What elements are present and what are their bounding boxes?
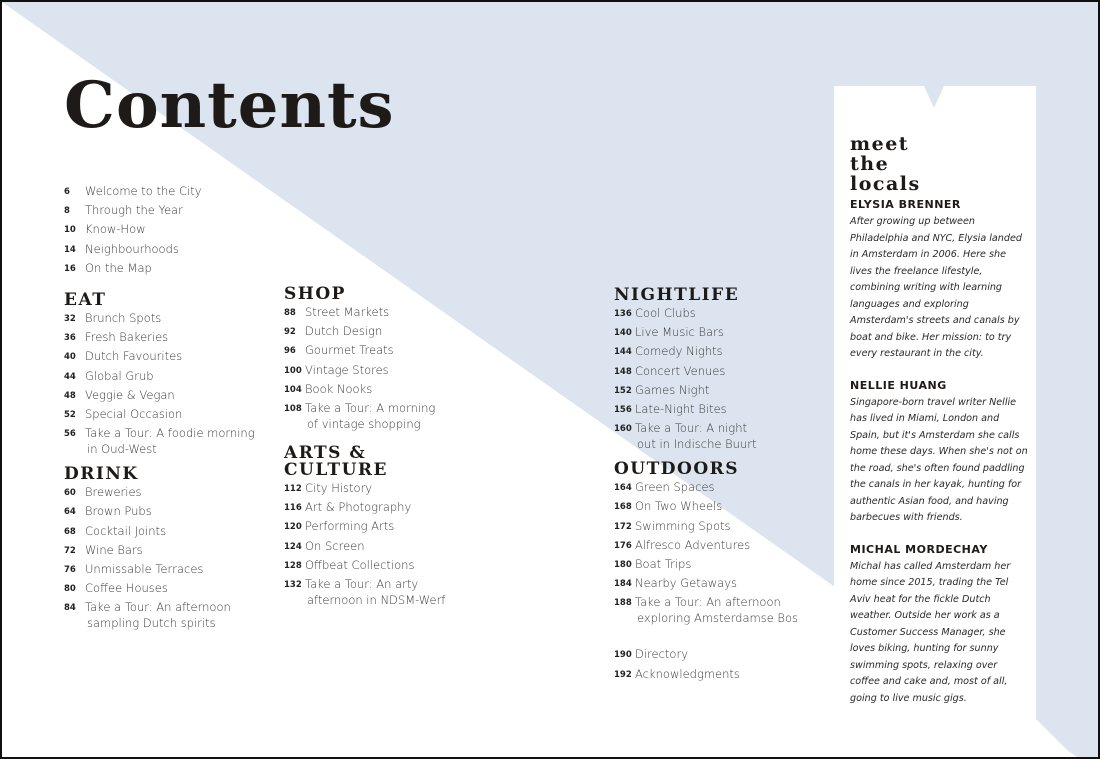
section-arts-culture [284,445,504,607]
list-item[interactable] [284,341,504,360]
list-item[interactable] [64,309,264,328]
entry-label-cont: sampling Dutch spirits [87,616,216,631]
page-number: 104 [284,384,302,395]
section-heading: EAT [64,290,107,311]
list-item[interactable] [64,579,264,598]
list-item[interactable] [64,541,264,560]
page-number: 124 [284,541,302,552]
entry-label: Swimming Spots [635,518,731,533]
list-item[interactable] [64,560,264,579]
list-item[interactable] [614,342,824,361]
entry-label: City History [305,481,373,496]
back-matter [614,645,824,683]
page-number: 190 [614,650,632,661]
page-number: 100 [284,365,302,376]
list-item[interactable] [614,323,824,342]
page-number: 112 [284,484,302,495]
page-number: 60 [64,488,76,499]
list-item[interactable] [64,201,264,220]
entry-label: Vintage Stores [305,362,389,377]
page-number: 136 [614,309,632,319]
page-number: 116 [284,503,302,514]
list-item[interactable] [64,240,264,259]
entry-label: Alfresco Adventures [635,537,751,552]
entry-label: Boat Trips [635,557,692,572]
entry-label: Dutch Design [305,324,383,339]
page-number: 64 [64,507,76,518]
list-item[interactable] [64,367,264,386]
entry-label: Global Grub [85,368,154,383]
list-item[interactable] [284,399,504,431]
entry-label: Wine Bars [85,542,143,557]
list-item[interactable] [284,361,504,380]
section-eat [64,292,264,456]
entry-label: Green Spaces [635,480,715,495]
list-item[interactable] [64,386,264,405]
column-1 [64,182,264,630]
entry-label: Art & Photography [305,500,412,515]
entry-label-cont: exploring Amsterdamse Bos [637,611,798,626]
list-item[interactable] [64,598,264,630]
page-number: 10 [64,225,76,236]
page-number: 168 [614,502,632,513]
section-outdoors [614,461,824,625]
local-name: MICHAL MORDECHAY [850,542,988,556]
page-number: 184 [614,579,632,590]
list-item[interactable] [614,419,824,451]
section-nightlife [614,287,824,451]
page-number: 132 [284,580,302,591]
local-name: ELYSIA BRENNER [850,198,961,211]
entry-label: Take a Tour: An afternoon [635,595,781,610]
entry-label: Games Night [635,382,710,397]
entry-label: On the Map [85,260,152,275]
entry-label: Cocktail Joints [85,523,167,538]
page-number: 88 [284,308,296,318]
page-number: 128 [284,560,302,571]
page-number: 76 [64,565,76,576]
locals-heading [850,134,1028,194]
section-heading [284,445,504,479]
heading-line: the [850,153,890,175]
list-item[interactable] [614,381,824,400]
list-item[interactable] [284,517,504,536]
entry-label: Breweries [85,485,142,500]
entry-label-cont: of vintage shopping [307,417,421,432]
local-name: NELLIE HUANG [850,378,947,392]
entry-label: Neighbourhoods [85,241,179,256]
entry-label: Nearby Getaways [635,576,738,591]
page-number: 144 [614,347,632,358]
page-number: 156 [614,405,632,416]
page-number: 84 [64,603,76,614]
entry-label: Late-Night Bites [635,402,727,417]
entry-label: Brown Pubs [85,504,152,519]
heading-line: meet [850,133,910,155]
entry-label: Unmissable Terraces [85,562,204,577]
entry-label: Dutch Favourites [85,349,183,364]
list-item[interactable] [614,645,824,664]
section-drink [64,466,264,630]
heading-line: CULTURE [284,460,388,481]
page-number: 32 [64,314,76,325]
meet-the-locals [834,86,1036,704]
entry-label: Fresh Bakeries [85,330,169,345]
list-item[interactable] [614,400,824,419]
column-2 [284,286,504,607]
list-item[interactable] [284,575,504,607]
list-item[interactable] [284,479,504,498]
entry-label: On Two Wheels [635,499,723,514]
list-item[interactable] [284,498,504,517]
page-number: 68 [64,526,76,537]
list-item[interactable] [64,502,264,521]
entry-label: Brunch Spots [85,311,162,326]
intro-list [64,182,264,278]
page-number: 180 [614,560,632,571]
column-3 [614,287,824,684]
list-item[interactable] [64,182,264,201]
section-heading: DRINK [64,464,139,485]
page-number: 72 [64,545,76,556]
local-bio: Singapore-born travel writer Nellie has lived in Miami, London and Spain, but it's Amsterdam she calls home these days. When she's not on the road, she's often found paddling the canals in her kayak, hunting for authentic Asian food, and having barbecues with friends. [850,396,1028,523]
list-item[interactable] [64,424,264,456]
local-bio: After growing up between Philadelphia and NYC, Elysia landed in Amsterdam in 2006. Here she lives the freelance lifestyle, combining writing with learning languages and exploring Amsterdam's streets and canals by boat and bike. Her mission: to try every restaurant in the city. [850,216,1022,359]
list-item[interactable] [64,522,264,541]
page-number: 80 [64,584,76,595]
page-number: 36 [64,333,76,344]
page-number: 140 [614,328,632,339]
entry-label: On Screen [305,538,365,553]
entry-label-cont: in Oud-West [87,442,157,457]
heading-line: locals [850,173,921,195]
entry-label: Comedy Nights [635,344,723,359]
local-bio: Michal has called Amsterdam her home since 2015, trading the Tel Aviv heat for the fickle Dutch weather. Outside her work as a Customer Success Manager, she loves biking, hunting for sunny swimming spots, relaxing over coffee and cake and, most of all, going to live music gigs. [850,560,1011,704]
list-item[interactable] [614,497,824,516]
entry-label: Concert Venues [635,363,726,378]
page-number: 164 [614,483,632,494]
list-item[interactable] [64,347,264,366]
locals-content [850,134,1028,723]
entry-label: Street Markets [305,305,390,319]
section-heading: OUTDOORS [614,459,740,480]
list-item[interactable] [64,483,264,502]
page-number: 14 [64,244,76,255]
list-item[interactable] [64,405,264,424]
entry-label: Through the Year [85,203,183,218]
page-number: 16 [64,263,76,274]
page-number: 6 [64,187,70,197]
entry-label: Veggie & Vegan [85,387,175,402]
page-number: 188 [614,598,632,609]
page-number: 172 [614,521,632,532]
heading-line: ARTS & [284,443,367,464]
list-item[interactable] [614,536,824,555]
entry-label: Take a Tour: A night [635,421,748,436]
list-item[interactable] [614,593,824,625]
list-item[interactable] [284,322,504,341]
entry-label: Directory [635,647,689,662]
entry-label: Acknowledgments [635,666,740,681]
list-item[interactable] [614,304,824,323]
page-number: 192 [614,669,632,680]
page-number: 176 [614,540,632,551]
entry-label: Cool Clubs [635,306,696,320]
page-number: 52 [64,410,76,421]
page-number: 120 [284,522,302,533]
entry-label: Offbeat Collections [305,557,415,572]
entry-label: Book Nooks [305,381,373,396]
entry-label-cont: out in Indische Buurt [637,437,757,452]
list-item[interactable] [64,328,264,347]
page-number: 8 [64,206,70,217]
list-item[interactable] [614,665,824,684]
page-number: 40 [64,352,76,363]
page-number: 148 [614,366,632,377]
entry-label-cont: afternoon in NDSM-Werf [307,593,446,608]
list-item[interactable] [614,574,824,593]
entry-label: Take a Tour: An afternoon [85,600,231,615]
entry-label: Live Music Bars [635,325,724,340]
list-item[interactable] [64,259,264,278]
entry-label: Special Occasion [85,407,183,422]
section-heading: NIGHTLIFE [614,285,740,305]
page-number: 44 [64,371,76,382]
entry-label: Welcome to the City [85,184,202,198]
entry-label: Performing Arts [305,519,395,534]
list-item[interactable] [284,303,504,322]
page-number: 92 [284,327,296,338]
list-item[interactable] [614,555,824,574]
page-title: Contents [64,68,395,143]
list-item[interactable] [614,362,824,381]
entry-label: Coffee Houses [85,581,168,596]
page-number: 56 [64,429,76,440]
page-number: 152 [614,385,632,396]
list-item[interactable] [284,537,504,556]
entry-label: Take a Tour: An arty [305,577,419,592]
list-item[interactable] [284,380,504,399]
section-shop [284,286,504,431]
section-heading: SHOP [284,284,346,304]
list-item[interactable] [614,478,824,497]
list-item[interactable] [64,220,264,239]
entry-label: Take a Tour: A morning [305,401,436,416]
page-number: 160 [614,424,632,435]
page-number: 96 [284,346,296,357]
page-number: 48 [64,390,76,401]
list-item[interactable] [614,517,824,536]
list-item[interactable] [284,556,504,575]
entry-label: Take a Tour: A foodie morning [85,426,255,441]
entry-label: Gourmet Treats [305,343,394,358]
page-number: 108 [284,404,302,415]
entry-label: Know-How [85,222,146,237]
